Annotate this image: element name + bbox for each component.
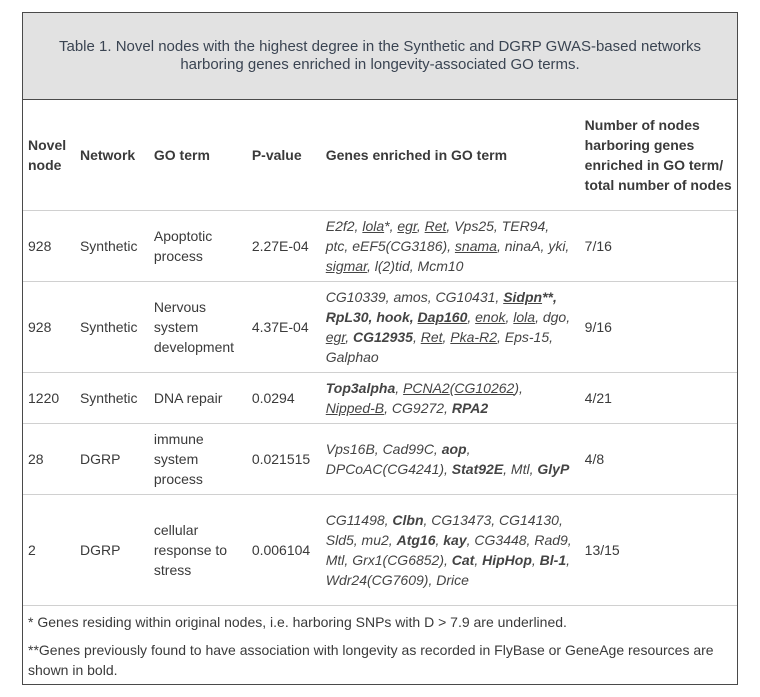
gene-segment: ,	[435, 532, 444, 548]
gene-segment: , Eps-15, Galphao	[325, 329, 554, 365]
cell-go-term: Apoptotic process	[149, 211, 247, 282]
gene-segment: sigmar	[325, 258, 367, 274]
cell-go-term: Nervous system development	[149, 282, 247, 373]
gene-segment: , Vps25, TER94, ptc, eEF5(CG3186),	[325, 218, 550, 254]
table-row	[23, 424, 737, 495]
gene-segment: ),	[514, 380, 523, 396]
gene-segment: , CG13473, CG14130, Sld5, mu2,	[325, 512, 563, 548]
gene-segment: , CG3448, Rad9, Mtl, Grx1(CG6852),	[325, 532, 572, 568]
gene-segment: ,	[442, 329, 451, 345]
gene-segment: egr	[325, 329, 346, 345]
cell-node: 28	[23, 424, 75, 495]
cell-count: 9/16	[580, 282, 737, 373]
gene-segment: aop	[441, 441, 467, 457]
gene-segment: Pka-R2	[450, 329, 497, 345]
cell-pvalue: 2.27E-04	[247, 211, 321, 282]
header-network: Network	[79, 147, 136, 163]
gene-segment: , dgo,	[535, 309, 571, 325]
header-node: Novel node	[28, 137, 67, 173]
cell-network: Synthetic	[75, 211, 149, 282]
gene-segment: egr	[397, 218, 417, 234]
header-genes: Genes enriched in GO term	[325, 147, 508, 163]
gene-segment: PCNA2	[403, 380, 450, 396]
gene-segment: , CG9272,	[384, 400, 452, 416]
gene-segment: Stat92E	[451, 461, 504, 477]
cell-node: 1220	[23, 373, 75, 424]
gene-segment: **, RpL30, hook,	[325, 289, 557, 325]
gene-segment: lola	[513, 309, 536, 325]
gene-segment: HipHop	[482, 552, 532, 568]
gene-segment: ,	[416, 218, 425, 234]
header-count: Number of nodes harboring genes enriched in GO term/ total number of nodes	[584, 117, 732, 193]
cell-count: 7/16	[580, 211, 737, 282]
cell-pvalue: 4.37E-04	[247, 282, 321, 373]
table-row	[23, 282, 737, 373]
gene-segment: CG10262	[454, 380, 515, 396]
cell-network: DGRP	[75, 495, 149, 606]
gene-segment: Vps16B, Cad99C,	[325, 441, 442, 457]
gene-segment: lola	[362, 218, 385, 234]
gene-segment: kay	[443, 532, 467, 548]
gene-segment: Ret	[420, 329, 443, 345]
gene-segment: Nipped-B	[325, 400, 385, 416]
footnote-underline: * Genes residing within original nodes, i.e. harboring SNPs with D > 7.9 are underlined.	[28, 614, 567, 630]
cell-genes	[321, 282, 580, 373]
table-footnotes	[23, 605, 737, 680]
footnote-bold: **Genes previously found to have association with longevity as recorded in FlyBase or GeneAge resources are shown in bold.	[28, 642, 714, 678]
gene-segment: ,	[474, 552, 483, 568]
gene-segment: Sidpn	[503, 289, 543, 305]
gene-segment: ,	[467, 309, 476, 325]
cell-pvalue: 0.006104	[247, 495, 321, 606]
cell-go-term: cellular response to stress	[149, 495, 247, 606]
gene-segment: snama	[454, 238, 497, 254]
cell-node: 928	[23, 211, 75, 282]
gene-segment: , ninaA, yki,	[496, 238, 570, 254]
cell-pvalue: 0.021515	[247, 424, 321, 495]
cell-count: 4/8	[580, 424, 737, 495]
gene-segment: , Mtl,	[503, 461, 538, 477]
cell-network: Synthetic	[75, 373, 149, 424]
cell-genes	[321, 211, 580, 282]
gene-segment: Bl-1	[539, 552, 567, 568]
gene-segment: , DPCoAC(CG4241),	[325, 441, 471, 477]
cell-network: Synthetic	[75, 282, 149, 373]
gene-segment: (	[449, 380, 455, 396]
gene-segment: CG11498,	[325, 512, 393, 528]
gene-segment: Clbn	[392, 512, 424, 528]
gene-segment: , l(2)tid, Mcm10	[366, 258, 464, 274]
gene-segment: ,	[531, 552, 540, 568]
gene-segment: Dap160	[417, 309, 468, 325]
gene-segment: E2f2,	[325, 218, 363, 234]
cell-node: 928	[23, 282, 75, 373]
header-go-term: GO term	[153, 147, 210, 163]
cell-node: 2	[23, 495, 75, 606]
gene-segment: CG12935	[353, 329, 413, 345]
gene-segment: *,	[384, 218, 398, 234]
gene-segment: , Wdr24(CG7609), Drice	[325, 552, 571, 588]
cell-pvalue: 0.0294	[247, 373, 321, 424]
gene-segment: Ret	[424, 218, 447, 234]
cell-go-term: DNA repair	[149, 373, 247, 424]
gene-segment: ,	[395, 380, 404, 396]
gene-segment: ,	[412, 329, 421, 345]
gene-segment: Top3alpha	[325, 380, 396, 396]
cell-genes	[321, 495, 580, 606]
cell-count: 13/15	[580, 495, 737, 606]
header-pvalue: P-value	[251, 147, 302, 163]
table-row	[23, 495, 737, 606]
table-caption: Table 1. Novel nodes with the highest degree in the Synthetic and DGRP GWAS-based networks harboring genes enriched in longevity-associated GO terms.	[23, 13, 737, 100]
cell-genes	[321, 373, 580, 424]
table-row	[23, 373, 737, 424]
gene-segment: GlyP	[537, 461, 570, 477]
gene-segment: ,	[345, 329, 353, 345]
gene-segment: enok	[475, 309, 506, 325]
results-table	[23, 100, 737, 605]
cell-count: 4/21	[580, 373, 737, 424]
cell-genes	[321, 424, 580, 495]
header-row	[23, 100, 737, 211]
cell-network: DGRP	[75, 424, 149, 495]
table-row	[23, 211, 737, 282]
gene-segment: Cat	[451, 552, 475, 568]
gene-segment: RPA2	[451, 400, 489, 416]
table-frame	[22, 12, 738, 685]
cell-go-term: immune system process	[149, 424, 247, 495]
gene-segment: ,	[505, 309, 514, 325]
gene-segment: CG10339, amos, CG10431,	[325, 289, 504, 305]
gene-segment: Atg16	[396, 532, 436, 548]
